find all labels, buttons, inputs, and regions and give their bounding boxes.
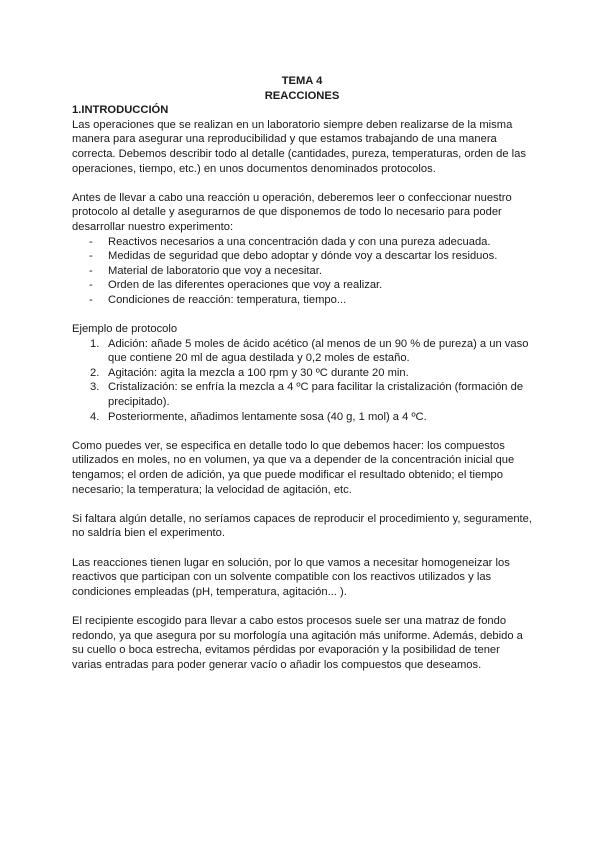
protocol-step xyxy=(72,366,532,381)
list-item xyxy=(72,264,532,279)
protocol-step xyxy=(72,410,532,425)
dash-bullet: - xyxy=(89,235,93,248)
protocol-steps xyxy=(72,337,532,425)
requirements-paragraph: Antes de llevar a cabo una reacción u operación, deberemos leer o confeccionar nuestro protocolo al detalle y asegurarnos de que disponemos de todo lo necesario para poder desarrollar nuestro experimento: xyxy=(72,191,512,233)
list-item xyxy=(72,249,532,264)
document-title: REACCIONES xyxy=(264,89,340,102)
dash-bullet: - xyxy=(89,264,93,277)
step-number: 4. xyxy=(90,410,100,423)
protocol-step xyxy=(72,380,532,409)
flask-paragraph: El recipiente escogido para llevar a cabo estos procesos suele ser una matraz de fondo redondo, ya que asegura por su morfología una agitación más uniforme. Además, debido a su cuello o boca estrecha, evitamos pérdidas por evaporación y la posibilidad de tener varias entradas para poder generar vacío o añadir los compuestos que deseamos. xyxy=(72,614,523,671)
step-number: 3. xyxy=(90,381,100,394)
detail-paragraph: Como puedes ver, se especifica en detalle todo lo que debemos hacer: los compuestos utilizados en moles, no en volumen, ya que va a depender de la concentración inicial que tengamos; el orden de adición, ya que puede modificar el resultado obtenido; el tiempo necesario; la temperatura; la velocidad de agitación, etc. xyxy=(72,439,515,496)
missing-detail-paragraph: Si faltara algún detalle, no seríamos capaces de reproducir el procedimiento y, seguramente, no saldría bien el experimento. xyxy=(72,512,532,540)
list-item-text: Reactivos necesarios a una concentración dada y con una pureza adecuada. xyxy=(108,235,491,248)
step-text: Adición: añade 5 moles de ácido acético (al menos de un 90 % de pureza) a un vaso que contiene 20 ml de agua destilada y 0,2 moles de estaño. xyxy=(108,337,529,365)
list-item-text: Orden de las diferentes operaciones que voy a realizar. xyxy=(108,279,383,292)
solution-paragraph: Las reacciones tienen lugar en solución, por lo que vamos a necesitar homogeneizar los reactivos que participan con un solvente compatible con los reactivos utilizados y las condiciones empleadas (pH, temperatura, agitación... ). xyxy=(72,556,510,598)
document-tema: TEMA 4 xyxy=(281,75,323,87)
step-text: Posteriormente, añadimos lentamente sosa (40 g, 1 mol) a 4 ºC. xyxy=(108,410,427,423)
paragraph-spacer xyxy=(72,599,532,614)
step-number: 1. xyxy=(90,337,100,350)
list-item xyxy=(72,293,532,308)
dash-bullet: - xyxy=(89,279,93,292)
step-number: 2. xyxy=(90,366,100,379)
dash-bullet: - xyxy=(89,250,93,263)
intro-paragraph: Las operaciones que se realizan en un laboratorio siempre deben realizarse de la misma manera para asegurar una reproducibilidad y que estamos trabajando de una manera correcta. Debemos describir todo al detalle (cantidades, pureza, temperaturas, orden de las operaciones, tiempo, etc.) en unos documentos denominados protocolos. xyxy=(72,118,526,175)
list-item-text: Condiciones de reacción: temperatura, tiempo... xyxy=(108,293,347,306)
paragraph-spacer xyxy=(72,176,532,191)
step-text: Cristalización: se enfría la mezcla a 4 ºC para facilitar la cristalización (formación de precipitado). xyxy=(108,381,524,409)
paragraph-spacer xyxy=(72,541,532,556)
list-item-text: Material de laboratorio que voy a necesitar. xyxy=(108,264,322,277)
example-label: Ejemplo de protocolo xyxy=(72,323,178,336)
dash-bullet: - xyxy=(89,293,93,306)
paragraph-spacer xyxy=(72,497,532,512)
document-page xyxy=(72,74,532,672)
list-item-text: Medidas de seguridad que debo adoptar y dónde voy a descartar los residuos. xyxy=(108,250,498,263)
list-item xyxy=(72,235,532,250)
requirements-list xyxy=(72,235,532,308)
paragraph-spacer xyxy=(72,308,532,323)
paragraph-spacer xyxy=(72,424,532,439)
protocol-step xyxy=(72,337,532,366)
list-item xyxy=(72,278,532,293)
section-heading: 1.INTRODUCCIÓN xyxy=(72,104,169,117)
step-text: Agitación: agita la mezcla a 100 rpm y 30 ºC durante 20 min. xyxy=(108,366,409,379)
